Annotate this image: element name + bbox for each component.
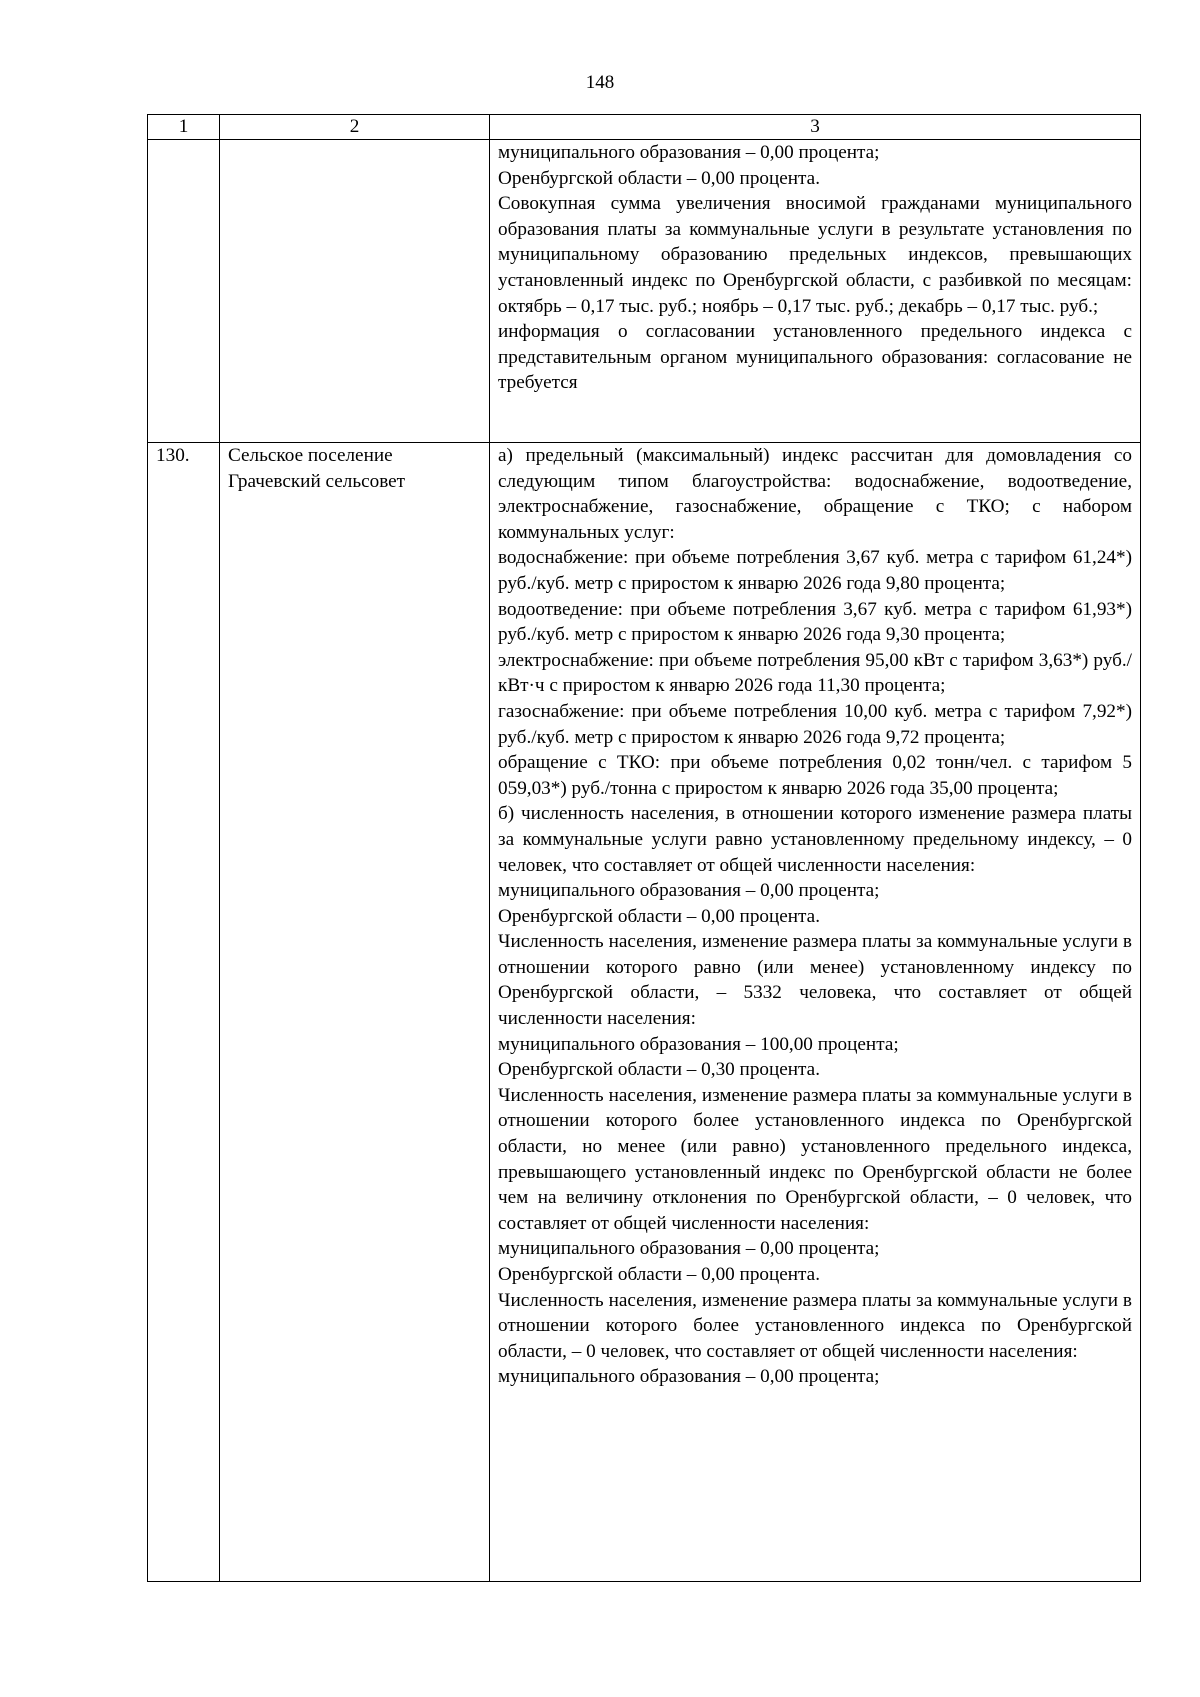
header-col-3: 3 xyxy=(490,115,1141,140)
paragraph: б) численность населения, в отношении которого изменение размера платы за коммунальные услуги равно установленному предельному индексу, – 0 человек, что составляет от общей численности населения: xyxy=(498,803,1132,876)
document-table xyxy=(147,114,1141,1582)
paragraph: информация о согласовании установленного предельного индекса с представительным органом муниципального образования: согласование не требуется xyxy=(498,321,1132,394)
row-number-cell: 130. xyxy=(148,443,220,1582)
paragraph: муниципального образования – 0,00 процента; xyxy=(498,880,880,902)
table-header-row xyxy=(148,115,1141,140)
row-number-cell xyxy=(148,140,220,443)
paragraph: Численность населения, изменение размера платы за коммунальные услуги в отношении которого равно (или менее) установленному индексу по Оренбургской области, – 5332 человека, что составляет от общей численности населения: xyxy=(498,931,1132,1030)
paragraph: муниципального образования – 0,00 процента; xyxy=(498,1238,880,1260)
paragraph: водоснабжение: при объеме потребления 3,67 куб. метра с тарифом 61,24*) руб./куб. метр с приростом к январю 2026 года 9,80 процента; xyxy=(498,547,1132,594)
paragraph: Численность населения, изменение размера платы за коммунальные услуги в отношении которого более установленного индекса по Оренбургской области, но менее (или равно) установленного предельного индекса, превышающего установленный индекс по Оренбургской области не более чем на величину отклонения по Оренбургской области, – 0 человек, что составляет от общей численности населения: xyxy=(498,1084,1132,1234)
paragraph: Оренбургской области – 0,30 процента. xyxy=(498,1059,820,1081)
paragraph: муниципального образования – 0,00 процента; xyxy=(498,142,880,163)
description-cell xyxy=(490,443,1141,1582)
paragraph: муниципального образования – 0,00 процента; xyxy=(498,1366,880,1388)
paragraph: Совокупная сумма увеличения вносимой гражданами муниципального образования платы за коммунальные услуги в результате установления по муниципальному образованию предельных индексов, превышающих установленный индекс по Оренбургской области, с разбивкой по месяцам: октябрь – 0,17 тыс. руб.; ноябрь – 0,17 тыс. руб.; декабрь – 0,17 тыс. руб.; xyxy=(498,193,1132,317)
table-row-130 xyxy=(148,443,1141,1582)
municipality-name-cell xyxy=(220,140,490,443)
paragraph: Оренбургской области – 0,00 процента. xyxy=(498,1264,820,1285)
paragraph: а) предельный (максимальный) индекс рассчитан для домовладения со следующим типом благоустройства: водоснабжение, водоотведение, электроснабжение, газоснабжение, обращение с ТКО; с набором коммунальных услуг: xyxy=(498,445,1132,543)
paragraph: Оренбургской области – 0,00 процента. xyxy=(498,905,820,927)
page-number: 148 xyxy=(585,72,615,93)
header-col-2: 2 xyxy=(220,115,490,140)
header-col-1: 1 xyxy=(148,115,220,140)
paragraph: Оренбургской области – 0,00 процента. xyxy=(498,167,820,189)
paragraph: Численность населения, изменение размера платы за коммунальные услуги в отношении которого более установленного индекса по Оренбургской области, – 0 человек, что составляет от общей численности населения: xyxy=(498,1289,1132,1362)
paragraph: муниципального образования – 100,00 процента; xyxy=(498,1033,899,1055)
paragraph: газоснабжение: при объеме потребления 10,00 куб. метра с тарифом 7,92*) руб./куб. метр с приростом к январю 2026 года 9,72 процента; xyxy=(498,700,1132,748)
table-row-continuation xyxy=(148,140,1141,443)
paragraph: обращение с ТКО: при объеме потребления 0,02 тонн/чел. с тарифом 5 059,03*) руб./тонна с приростом к январю 2026 года 35,00 процента; xyxy=(498,752,1132,799)
municipality-name-cell: Сельское поселение Грачевский сельсовет xyxy=(220,443,490,1582)
description-cell xyxy=(490,140,1141,443)
paragraph: водоотведение: при объеме потребления 3,67 куб. метра с тарифом 61,93*) руб./куб. метр с приростом к январю 2026 года 9,30 процента; xyxy=(498,598,1132,646)
paragraph: электроснабжение: при объеме потребления 95,00 кВт с тарифом 3,63*) руб./кВт·ч с приростом к январю 2026 года 11,30 процента; xyxy=(498,649,1132,697)
